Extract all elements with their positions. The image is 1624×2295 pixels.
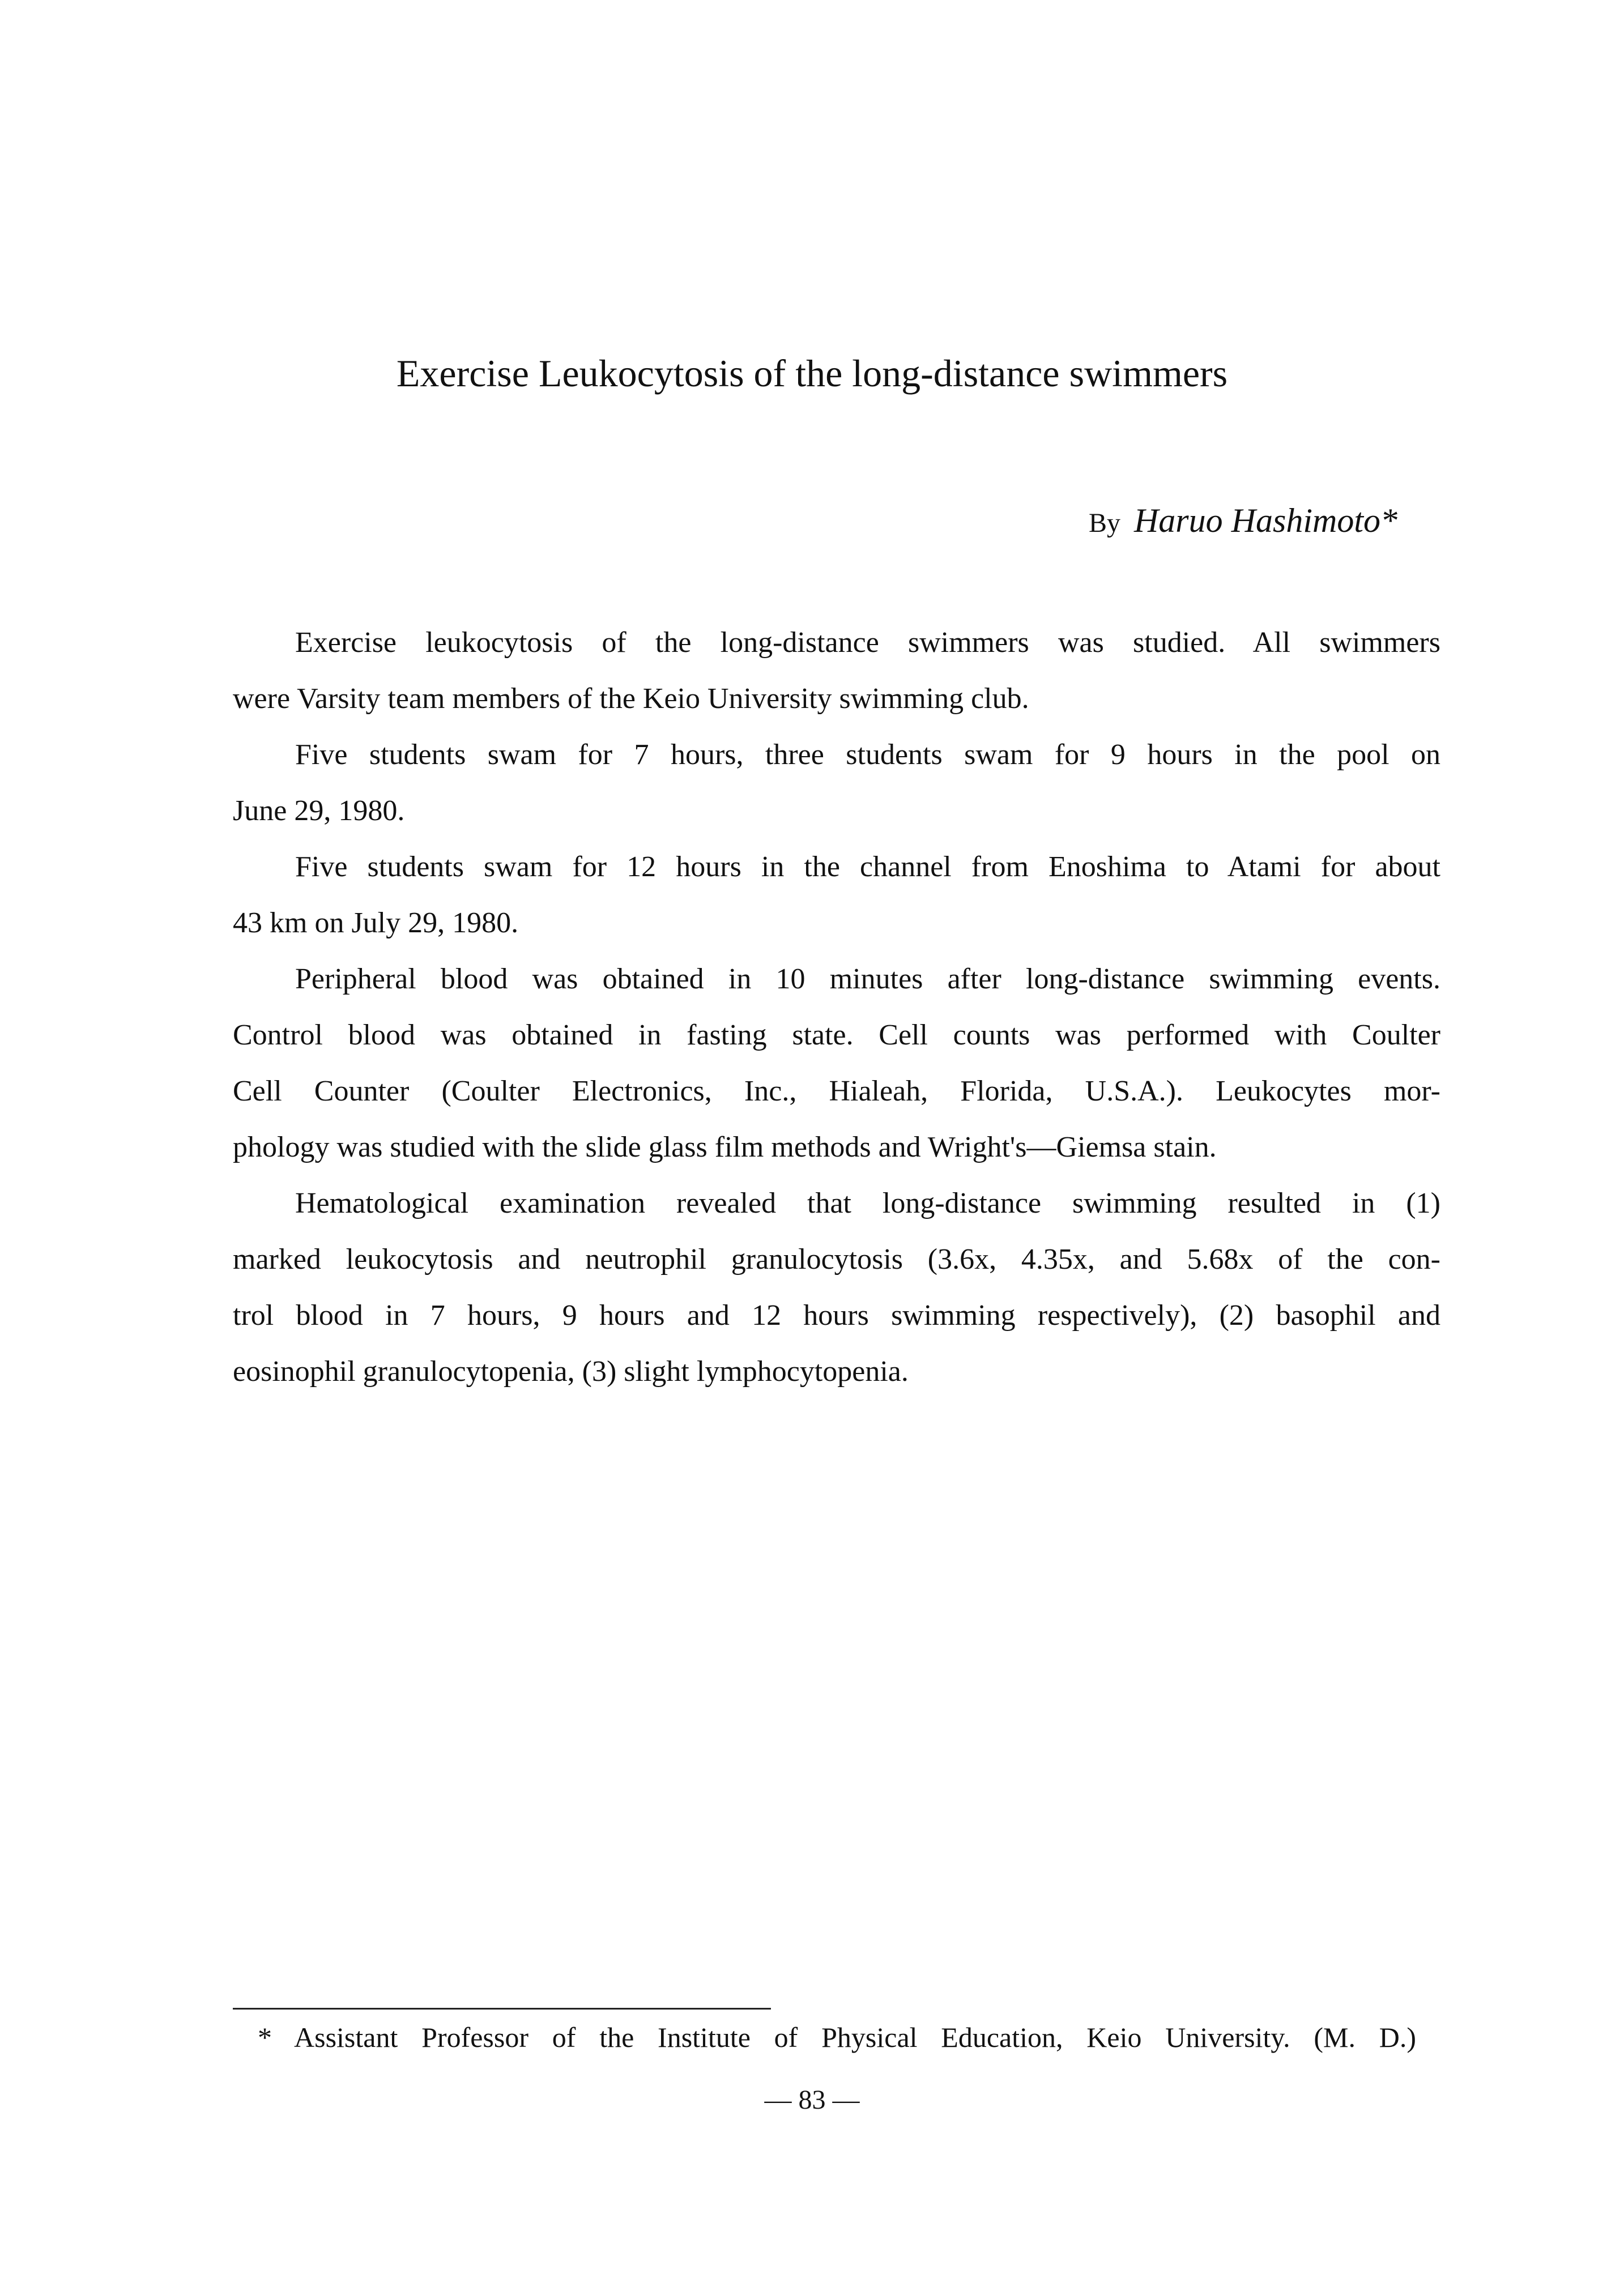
paper-title: Exercise Leukocytosis of the long-distance swimmers [396, 352, 1228, 395]
page-number: — 83 — [764, 2085, 860, 2115]
paragraph-line: 43 km on July 29, 1980. [233, 907, 519, 939]
paragraph-line: marked leukocytosis and neutrophil granulocytosis (3.6x, 4.35x, and 5.68x of the con- [233, 1243, 1440, 1276]
author-name: Haruo Hashimoto* [1133, 502, 1397, 539]
paragraph-line: Cell Counter (Coulter Electronics, Inc., Hialeah, Florida, U.S.A.). Leukocytes mor- [233, 1075, 1440, 1107]
paragraph-line: Five students swam for 7 hours, three students swam for 9 hours in the pool on [295, 739, 1440, 771]
abstract-body [233, 615, 1440, 1400]
footnote: * Assistant Professor of the Institute of Physical Education, Keio University. (M. D.) [258, 2021, 1416, 2053]
paragraph-line: Hematological examination revealed that long-distance swimming resulted in (1) [295, 1187, 1440, 1219]
author-line [1089, 501, 1397, 540]
paragraph-line: trol blood in 7 hours, 9 hours and 12 hours swimming respectively), (2) basophil and [233, 1299, 1440, 1332]
paragraph-line: Peripheral blood was obtained in 10 minutes after long-distance swimming events. [295, 963, 1440, 995]
footnote-divider [233, 2008, 771, 2010]
paragraph-line: eosinophil granulocytopenia, (3) slight lymphocytopenia. [233, 1355, 909, 1388]
paragraph-line: phology was studied with the slide glass film methods and Wright's—Giemsa stain. [233, 1131, 1217, 1163]
paragraph-line: Control blood was obtained in fasting state. Cell counts was performed with Coulter [233, 1019, 1440, 1051]
author-by: By [1088, 508, 1120, 538]
paragraph-line: June 29, 1980. [233, 795, 405, 827]
paragraph-line: Exercise leukocytosis of the long-distance swimmers was studied. All swimmers [295, 626, 1440, 659]
paragraph-line: were Varsity team members of the Keio University swimming club. [233, 682, 1029, 715]
paragraph-line: Five students swam for 12 hours in the channel from Enoshima to Atami for about [295, 851, 1440, 883]
